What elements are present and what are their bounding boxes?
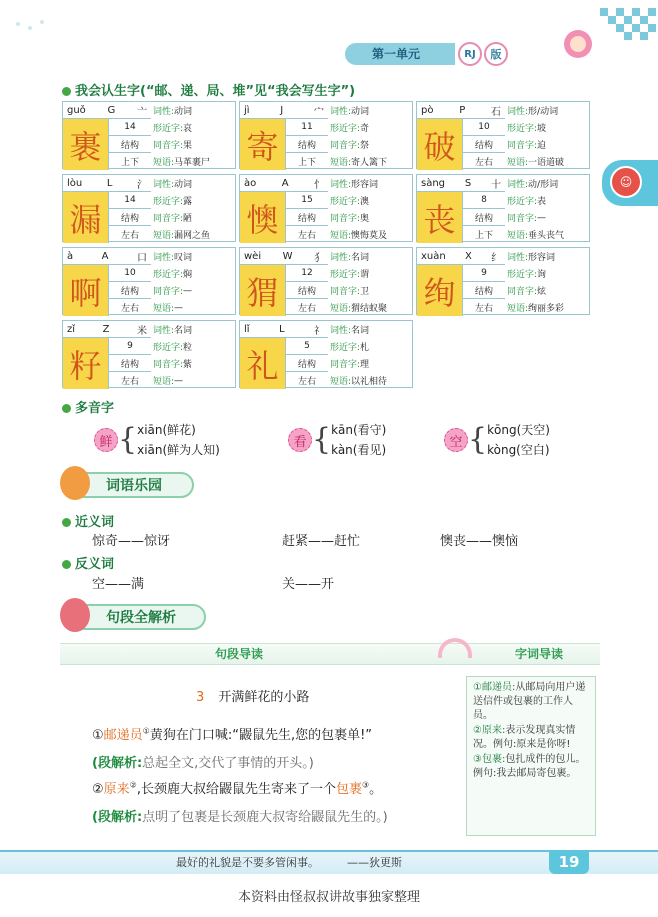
stroke-count: 9 (463, 265, 505, 282)
mascot-face-icon: ☺ (610, 166, 642, 198)
antonym-pair: 空——满 (92, 577, 145, 592)
character-card (62, 174, 236, 242)
structure-label: 结构 (463, 209, 505, 226)
homophone: 同音字: 紫 (153, 360, 193, 370)
pinyin: zǐ (67, 323, 76, 335)
card-header (240, 102, 328, 119)
phrase: 短语: 猬结蚁聚 (330, 304, 388, 314)
structure-label: 结构 (109, 136, 151, 153)
character-glyph: 懊 (240, 192, 285, 243)
card-header (240, 175, 328, 192)
note-item: ②原来:表示发现真实情况。例句:原来是你呀! (473, 725, 576, 750)
polyphonic-title: 多音字 (62, 397, 114, 416)
phrase: 短语: 以礼相待 (330, 377, 388, 387)
rainbow-icon (438, 638, 472, 658)
structure-label: 结构 (286, 355, 328, 372)
structure-value: 左右 (474, 304, 493, 314)
stroke-count: 9 (109, 338, 151, 355)
pinyin: xuàn (421, 250, 446, 262)
stroke-count: 15 (286, 192, 328, 209)
phrase: 短语: — (153, 375, 184, 387)
word-guide-title: 字词导读 (515, 647, 564, 661)
analysis-banner: 句段全解析 (64, 604, 206, 630)
structure-value: 左右 (120, 377, 139, 387)
pinyin: lòu (67, 177, 83, 189)
similar-char: 形近字: 焖 (153, 270, 193, 280)
homophone: 同音字: 卫 (330, 287, 370, 297)
part-of-speech: 词性: 动词 (153, 180, 193, 190)
radical: 口 (136, 252, 147, 264)
synonym-pair: 赶紧——赶忙 (282, 534, 361, 549)
radical: 犭 (314, 252, 324, 264)
synonym-title: 近义词 (62, 511, 114, 530)
card-header (417, 248, 505, 265)
similar-char: 形近字: 澳 (330, 197, 370, 207)
stroke-count: 12 (286, 265, 328, 282)
radical: 十 (490, 179, 501, 191)
character-glyph: 籽 (63, 338, 108, 389)
antonym-title: 反义词 (62, 553, 114, 572)
similar-char: 形近字: 询 (507, 270, 547, 280)
character-glyph: 啊 (63, 265, 108, 316)
character-card (62, 247, 236, 315)
structure-label: 结构 (286, 282, 328, 299)
phrase: 短语: — (153, 302, 184, 314)
homophone: 同音字: 炫 (507, 287, 547, 297)
card-header (63, 102, 151, 119)
structure-label: 结构 (109, 282, 151, 299)
pinyin: lǐ (244, 323, 250, 335)
homophone: 同音字: 理 (330, 360, 370, 370)
index-letter: X (464, 250, 472, 262)
stroke-count: 11 (286, 119, 328, 136)
phrase: 短语: 垂头丧气 (507, 231, 565, 241)
radical: 宀 (313, 106, 324, 118)
part-of-speech: 词性: 形容词 (507, 253, 556, 263)
pinyin: pò (421, 104, 434, 116)
phrase: 短语: 寄人篱下 (330, 158, 388, 168)
pinyin: wèi (244, 250, 262, 262)
pinyin: à (67, 250, 74, 262)
polyphonic-item: 空 { kōng(天空) kòng(空白) (444, 420, 550, 460)
index-letter: W (282, 250, 293, 262)
synonym-pair: 惊奇——惊讶 (92, 534, 171, 549)
character-glyph: 绚 (417, 265, 462, 316)
structure-value: 上下 (474, 231, 493, 241)
reading-2: xiān(鲜为人知) (137, 443, 220, 457)
radical: 忄 (314, 179, 324, 191)
structure-value: 左右 (474, 158, 493, 168)
pinyin: sàng (421, 177, 446, 189)
radical: 米 (136, 325, 147, 337)
structure-label: 结构 (109, 355, 151, 372)
stroke-count: 10 (463, 119, 505, 136)
word-notes (466, 676, 596, 836)
character-glyph: 礼 (240, 338, 285, 389)
polyphonic-item: 鲜 { xiān(鲜花) xiān(鲜为人知) (94, 420, 220, 460)
character-card (239, 320, 413, 388)
phrase: 短语: 漏网之鱼 (153, 231, 211, 241)
polyphonic-char: 鲜 (94, 428, 118, 452)
part-of-speech: 词性: 动词 (330, 107, 370, 117)
wordfun-banner: 词语乐园 (64, 472, 194, 498)
character-card (62, 101, 236, 169)
radical: 氵 (137, 179, 147, 191)
similar-char: 形近字: 粒 (153, 343, 193, 353)
section-guide-title: 句段导读 (215, 647, 264, 661)
polyphonic-item: 看 { kān(看守) kàn(看见) (288, 420, 386, 460)
character-card (239, 174, 413, 242)
homophone: 同音字: 陋 (153, 214, 193, 224)
similar-char: 形近字: 表 (507, 197, 547, 207)
part-of-speech: 词性: 名词 (153, 326, 193, 336)
paragraph-1: ①邮递员①黄狗在门口喊:“鼹鼠先生,您的包裹单!” (92, 726, 373, 743)
lesson-heading (196, 686, 309, 705)
stroke-count: 8 (463, 192, 505, 209)
index-letter: Z (102, 323, 110, 335)
radical: 石 (491, 106, 501, 118)
structure-value: 左右 (297, 304, 316, 314)
structure-value: 左右 (297, 377, 316, 387)
structure-label: 结构 (463, 136, 505, 153)
reading-1: xiān(鲜花) (137, 423, 196, 437)
structure-value: 左右 (297, 231, 316, 241)
recognize-title: 我会认生字(“邮、递、局、堆”见“我会写生字”) (62, 80, 355, 99)
character-glyph: 寄 (240, 119, 285, 170)
page-number: 19 (549, 850, 589, 874)
similar-char: 形近字: 坡 (507, 124, 547, 134)
structure-label: 结构 (463, 282, 505, 299)
paragraph-1-analysis: (段解析:总起全文,交代了事情的开头。) (92, 756, 314, 771)
stroke-count: 14 (109, 192, 151, 209)
homophone: 同音字: 祭 (330, 141, 370, 151)
homophone: 同音字: 奥 (330, 214, 370, 224)
structure-label: 结构 (286, 136, 328, 153)
bullet-icon (62, 87, 71, 96)
structure-value: 左右 (120, 304, 139, 314)
lesson-title: 开满鲜花的小路 (218, 690, 310, 705)
phrase: 短语: 懊悔莫及 (330, 231, 388, 241)
header-decoration (8, 14, 128, 44)
mascot-icon (60, 598, 90, 632)
pinyin: guǒ (67, 104, 86, 116)
part-of-speech: 词性: 名词 (330, 326, 370, 336)
homophone: 同音字: 果 (153, 141, 193, 151)
bullet-icon (62, 404, 71, 413)
part-of-speech: 词性: 动词 (153, 107, 193, 117)
part-of-speech: 词性: 名词 (330, 253, 370, 263)
note-item: ①邮递员:从邮局向用户递送信件或包裹的工作人员。 (473, 682, 586, 721)
index-letter: G (107, 104, 116, 116)
card-header (63, 321, 151, 338)
part-of-speech: 词性: 形/动词 (507, 107, 559, 117)
footer-quote: 最好的礼貌是不要多管闲事。 ——狄更斯 (176, 856, 402, 869)
reading-1: kān(看守) (331, 423, 387, 437)
phrase: 短语: 一语道破 (507, 158, 565, 168)
stroke-count: 5 (286, 338, 328, 355)
character-glyph: 裹 (63, 119, 108, 170)
phrase: 短语: 马革裹尸 (153, 158, 211, 168)
antonym-pair: 关——开 (282, 577, 335, 592)
paragraph-2-analysis: (段解析:点明了包裹是长颈鹿大叔寄给鼹鼠先生的。) (92, 810, 388, 825)
radical: 纟 (491, 252, 501, 264)
structure-label: 结构 (286, 209, 328, 226)
radical: 亠 (137, 106, 147, 118)
synonym-pair: 懊丧——懊恼 (440, 534, 519, 549)
lesson-number: 3 (196, 690, 205, 705)
character-card (416, 101, 590, 169)
character-glyph: 漏 (63, 192, 108, 243)
radical: 礻 (313, 325, 324, 337)
phrase: 短语: 绚丽多彩 (507, 304, 565, 314)
character-glyph: 猬 (240, 265, 285, 316)
card-header (63, 248, 151, 265)
index-letter: L (106, 177, 113, 189)
part-of-speech: 词性: 动/形词 (507, 180, 559, 190)
index-letter: A (281, 177, 289, 189)
bullet-icon (62, 560, 71, 569)
reading-2: kàn(看见) (331, 443, 387, 457)
part-of-speech: 词性: 叹词 (153, 253, 193, 263)
polyphonic-char: 空 (444, 428, 468, 452)
homophone: 同音字: — (153, 285, 193, 297)
character-card (239, 247, 413, 315)
bullet-icon (62, 518, 71, 527)
structure-value: 左右 (120, 231, 139, 241)
similar-char: 形近字: 札 (330, 343, 370, 353)
character-card (239, 101, 413, 169)
similar-char: 形近字: 露 (153, 197, 193, 207)
index-letter: J (280, 104, 284, 116)
homophone: 同音字: 迫 (507, 141, 547, 151)
card-header (417, 102, 505, 119)
index-letter: P (459, 104, 466, 116)
pinyin: ào (244, 177, 257, 189)
homophone: 同音字: — (507, 212, 547, 224)
polyphonic-char: 看 (288, 428, 312, 452)
card-header (240, 248, 328, 265)
similar-char: 形近字: 哀 (153, 124, 193, 134)
character-glyph: 破 (417, 119, 462, 170)
part-of-speech: 词性: 形容词 (330, 180, 379, 190)
checker-decoration (560, 8, 658, 68)
reading-2: kòng(空白) (487, 443, 550, 457)
pinyin: jì (244, 104, 250, 116)
note-item: ③包裹:包扎成件的包儿。例句:我去邮局寄包裹。 (473, 754, 586, 779)
paragraph-2: ②原来②,长颈鹿大叔给鼹鼠先生寄来了一个包裹③。 (92, 780, 383, 797)
similar-char: 形近字: 谓 (330, 270, 370, 280)
structure-value: 上下 (120, 158, 139, 168)
card-header (63, 175, 151, 192)
index-letter: A (101, 250, 109, 262)
stroke-count: 10 (109, 265, 151, 282)
mascot-icon (60, 466, 90, 500)
card-header (417, 175, 505, 192)
unit-label: 第一单元 (372, 47, 421, 61)
reading-1: kōng(天空) (487, 423, 550, 437)
character-glyph: 丧 (417, 192, 462, 243)
structure-label: 结构 (109, 209, 151, 226)
character-card (416, 247, 590, 315)
edition-badge: 版 (484, 42, 508, 66)
index-letter: L (278, 323, 285, 335)
structure-value: 上下 (297, 158, 316, 168)
character-card (416, 174, 590, 242)
stroke-count: 14 (109, 119, 151, 136)
card-header (240, 321, 328, 338)
index-letter: S (464, 177, 472, 189)
similar-char: 形近字: 奇 (330, 124, 370, 134)
rj-badge: RJ (458, 42, 482, 66)
source-note: 本资料由怪叔叔讲故事独家整理 (237, 890, 420, 905)
character-card (62, 320, 236, 388)
